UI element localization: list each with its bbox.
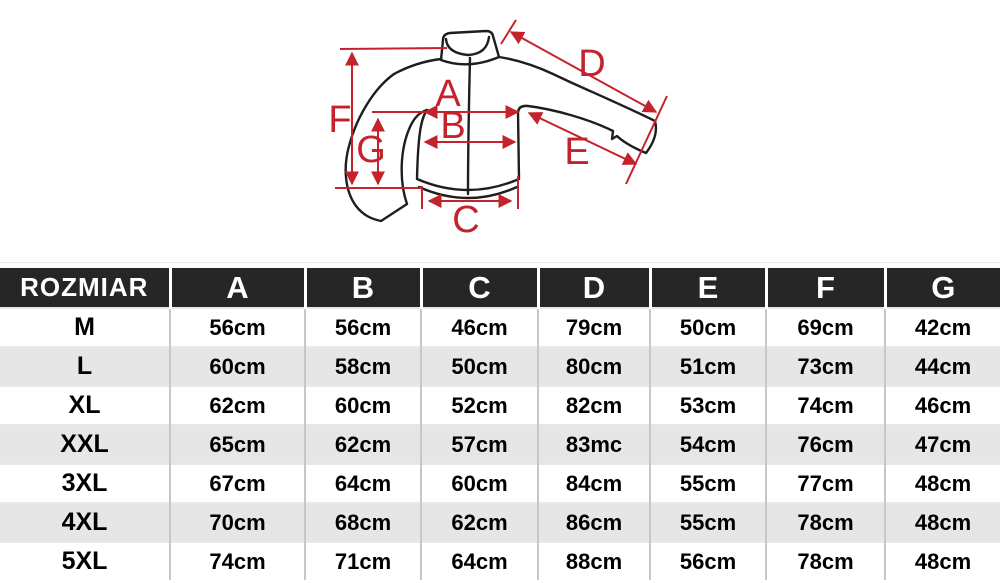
cell-value: 83mc bbox=[538, 425, 650, 464]
table-row-4xl bbox=[0, 503, 1000, 542]
cell-value: 60cm bbox=[421, 464, 538, 503]
cell-value: 42cm bbox=[885, 308, 1000, 347]
cell-value: 70cm bbox=[170, 503, 305, 542]
cell-value: 77cm bbox=[766, 464, 885, 503]
cell-value: 46cm bbox=[885, 386, 1000, 425]
cell-value: 46cm bbox=[421, 308, 538, 347]
label-a: A bbox=[435, 73, 461, 115]
cell-value: 64cm bbox=[421, 542, 538, 580]
cell-value: 65cm bbox=[170, 425, 305, 464]
label-e: E bbox=[564, 131, 590, 173]
size-label: 5XL bbox=[0, 542, 170, 580]
cell-value: 56cm bbox=[170, 308, 305, 347]
size-label: XXL bbox=[0, 425, 170, 464]
jacket-outline-icon bbox=[346, 31, 656, 221]
header-col-c: C bbox=[421, 268, 538, 308]
cell-value: 60cm bbox=[305, 386, 421, 425]
cell-value: 71cm bbox=[305, 542, 421, 580]
table-row-xl bbox=[0, 386, 1000, 425]
size-label: 4XL bbox=[0, 503, 170, 542]
jacket-measurement-diagram bbox=[0, 0, 1000, 262]
label-f: F bbox=[328, 99, 352, 141]
cell-value: 86cm bbox=[538, 503, 650, 542]
cell-value: 44cm bbox=[885, 347, 1000, 386]
size-label: 3XL bbox=[0, 464, 170, 503]
cell-value: 55cm bbox=[650, 464, 766, 503]
label-b: B bbox=[440, 105, 466, 147]
header-col-e: E bbox=[650, 268, 766, 308]
table-row-3xl bbox=[0, 464, 1000, 503]
cell-value: 57cm bbox=[421, 425, 538, 464]
label-c: C bbox=[452, 199, 480, 241]
header-col-f: F bbox=[766, 268, 885, 308]
size-label: M bbox=[0, 308, 170, 347]
cell-value: 80cm bbox=[538, 347, 650, 386]
cell-value: 74cm bbox=[170, 542, 305, 580]
cell-value: 47cm bbox=[885, 425, 1000, 464]
size-table bbox=[0, 268, 1000, 580]
cell-value: 69cm bbox=[766, 308, 885, 347]
cell-value: 67cm bbox=[170, 464, 305, 503]
cell-value: 60cm bbox=[170, 347, 305, 386]
cell-value: 73cm bbox=[766, 347, 885, 386]
table-row-5xl bbox=[0, 542, 1000, 580]
ref-line-top bbox=[340, 48, 447, 49]
cell-value: 82cm bbox=[538, 386, 650, 425]
cell-value: 88cm bbox=[538, 542, 650, 580]
size-table-header-row bbox=[0, 268, 1000, 308]
jacket-diagram-svg bbox=[0, 0, 1000, 262]
table-row-l bbox=[0, 347, 1000, 386]
header-col-a: A bbox=[170, 268, 305, 308]
measurement-arrows bbox=[335, 20, 667, 209]
table-row-xxl bbox=[0, 425, 1000, 464]
label-d: D bbox=[578, 43, 606, 85]
cell-value: 76cm bbox=[766, 425, 885, 464]
size-label: L bbox=[0, 347, 170, 386]
cell-value: 62cm bbox=[421, 503, 538, 542]
cell-value: 84cm bbox=[538, 464, 650, 503]
cell-value: 78cm bbox=[766, 503, 885, 542]
cell-value: 48cm bbox=[885, 542, 1000, 580]
size-label: XL bbox=[0, 386, 170, 425]
table-row-m bbox=[0, 308, 1000, 347]
cell-value: 53cm bbox=[650, 386, 766, 425]
cell-value: 54cm bbox=[650, 425, 766, 464]
label-g: G bbox=[356, 129, 386, 171]
cell-value: 62cm bbox=[170, 386, 305, 425]
header-col-d: D bbox=[538, 268, 650, 308]
header-col-b: B bbox=[305, 268, 421, 308]
cell-value: 55cm bbox=[650, 503, 766, 542]
cell-value: 56cm bbox=[305, 308, 421, 347]
cell-value: 64cm bbox=[305, 464, 421, 503]
cell-value: 58cm bbox=[305, 347, 421, 386]
cell-value: 78cm bbox=[766, 542, 885, 580]
jacket-shoulders bbox=[394, 57, 570, 82]
header-col-g: G bbox=[885, 268, 1000, 308]
cell-value: 74cm bbox=[766, 386, 885, 425]
cell-value: 62cm bbox=[305, 425, 421, 464]
cell-value: 48cm bbox=[885, 464, 1000, 503]
cell-value: 51cm bbox=[650, 347, 766, 386]
cell-value: 56cm bbox=[650, 542, 766, 580]
size-table-section bbox=[0, 262, 1000, 580]
cell-value: 52cm bbox=[421, 386, 538, 425]
jacket-body bbox=[417, 58, 519, 198]
cell-value: 50cm bbox=[421, 347, 538, 386]
cell-value: 50cm bbox=[650, 308, 766, 347]
cell-value: 79cm bbox=[538, 308, 650, 347]
header-rozmiar: ROZMIAR bbox=[0, 268, 170, 308]
measure-d-start-tick bbox=[501, 20, 516, 44]
cell-value: 68cm bbox=[305, 503, 421, 542]
cell-value: 48cm bbox=[885, 503, 1000, 542]
